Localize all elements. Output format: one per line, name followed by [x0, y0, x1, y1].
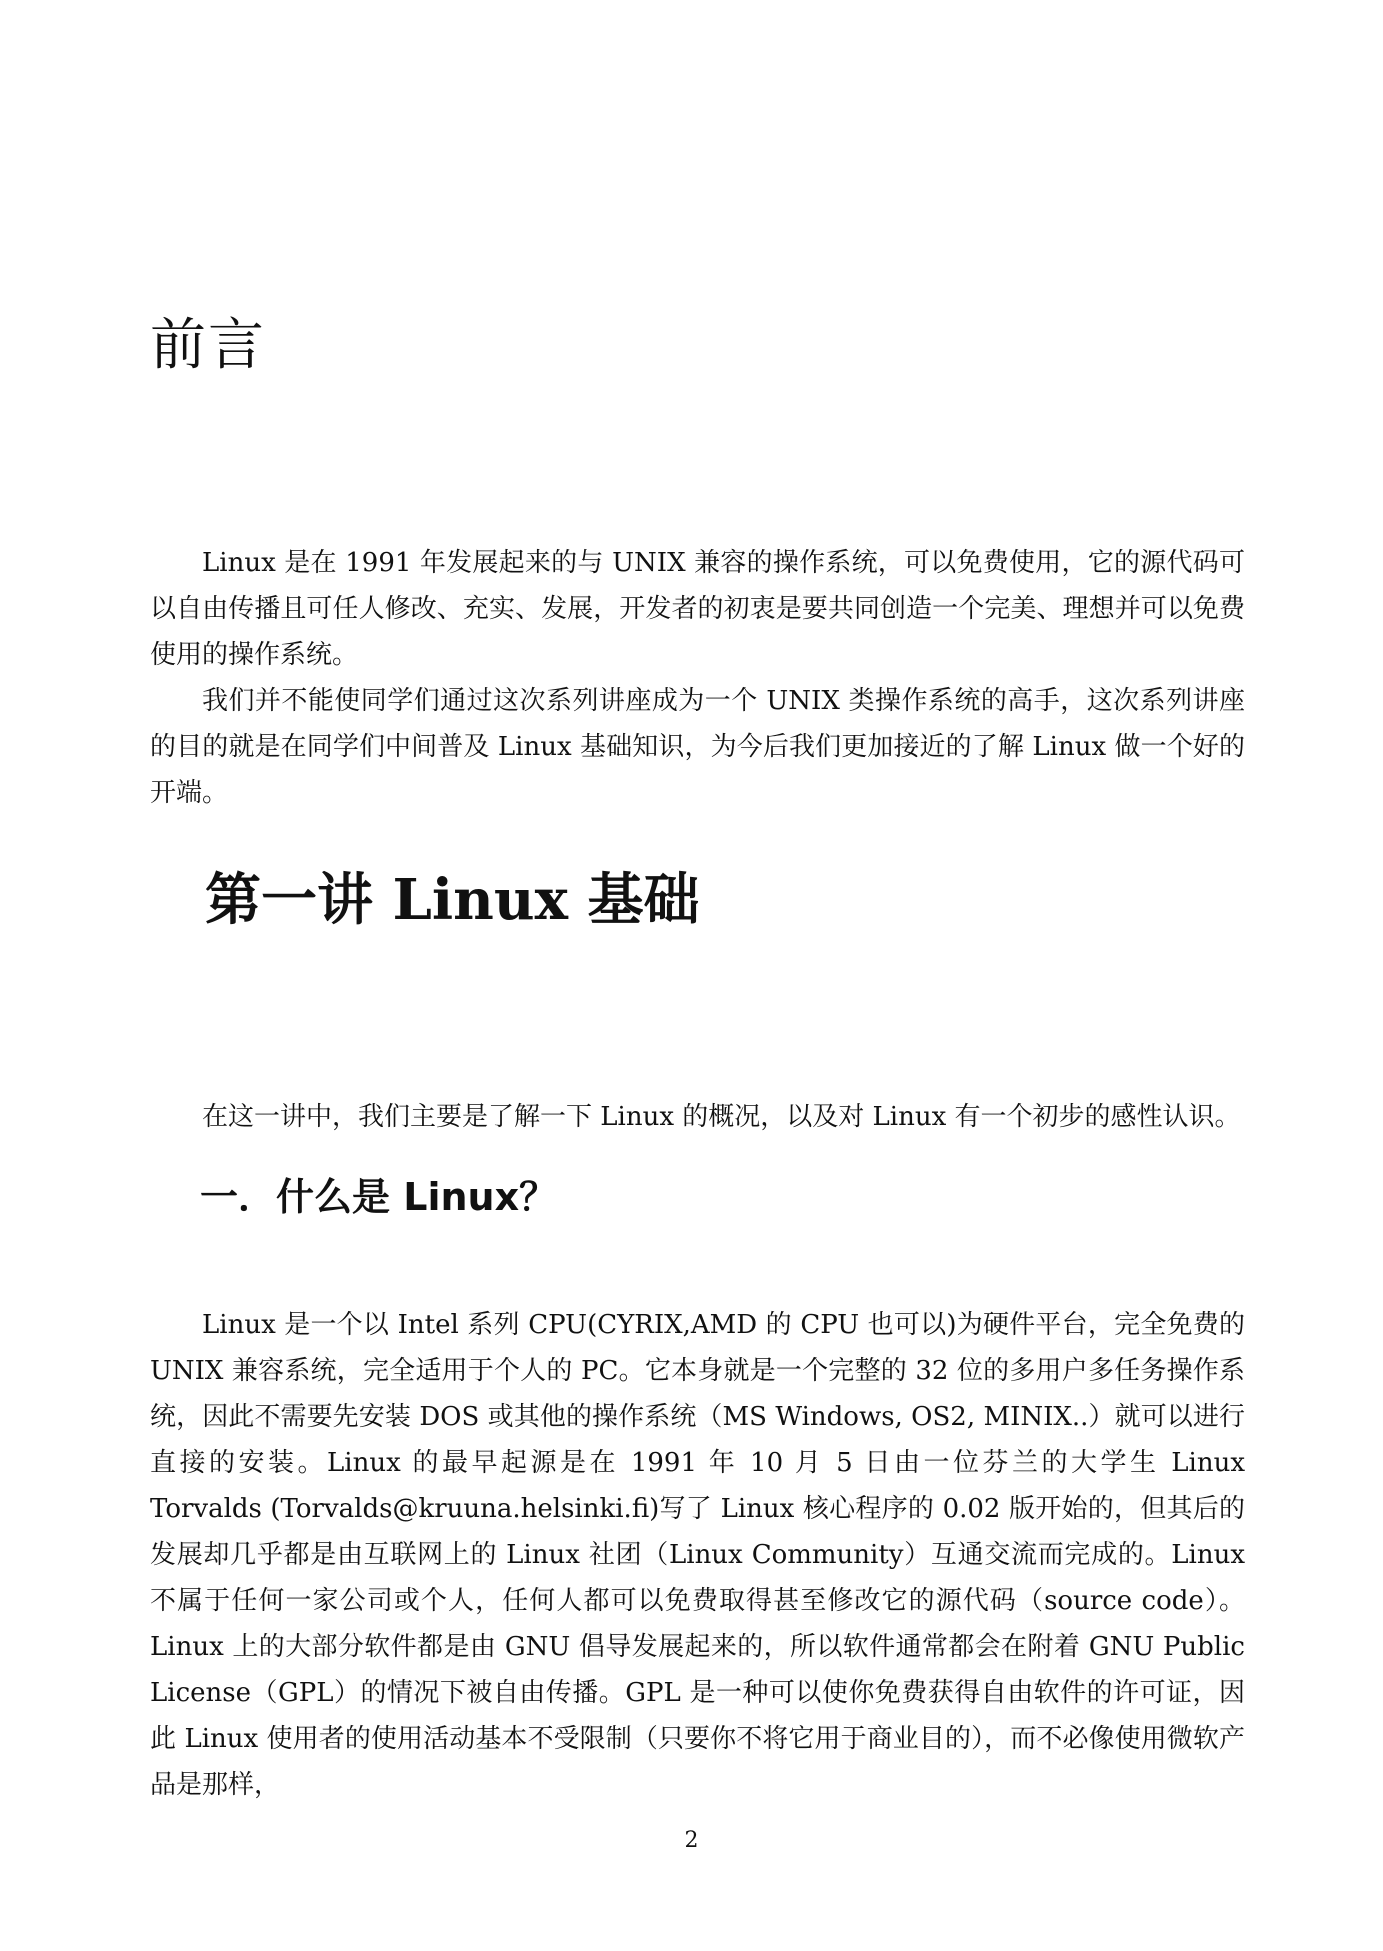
- lecture-title: 第一讲 Linux 基础: [205, 867, 700, 933]
- section-body-paragraph: Linux 是一个以 Intel 系列 CPU(CYRIX,AMD 的 CPU 也可以)为硬件平台，完全免费的 UNIX 兼容系统，完全适用于个人的 PC。它本身就是一个完整的 32 位的多用户多任务操作系统，因此不需要先安装 DOS 或其他的操作系统（MS Windows, OS2, MINIX..）就可以进行直接的安装。Linux 的最早起源是在 1991 年 10 月 5 日由一位芬兰的大学生 Linux Torvalds (Torvalds@kruuna.helsinki.fi)写了 Linux 核心程序的 0.02 版开始的，但其后的发展却几乎都是由互联网上的 Linux 社团（Linux Community）互通交流而完成的。Linux 不属于任何一家公司或个人，任何人都可以免费取得甚至修改它的源代码（source code）。Linux 上的大部分软件都是由 GNU 倡导发展起来的，所以软件通常都会在附着 GNU Public License（GPL）的情况下被自由传播。GPL 是一种可以使你免费获得自由软件的许可证，因此 Linux 使用者的使用活动基本不受限制（只要你不将它用于商业目的），而不必像使用微软产品是那样，: [150, 1310, 1245, 1800]
- section-heading-what-is-linux: 一．什么是 Linux？: [200, 1175, 558, 1219]
- preface-paragraph-1: Linux 是在 1991 年发展起来的与 UNIX 兼容的操作系统，可以免费使用，它的源代码可以自由传播且可任人修改、充实、发展，开发者的初衷是要共同创造一个完美、理想并可以免费使用的操作系统。: [150, 548, 1245, 670]
- preface-paragraph-2: 我们并不能使同学们通过这次系列讲座成为一个 UNIX 类操作系统的高手，这次系列讲座的目的就是在同学们中间普及 Linux 基础知识，为今后我们更加接近的了解 Linux 做一个好的开端。: [150, 686, 1245, 808]
- lecture-intro-paragraph: 在这一讲中，我们主要是了解一下 Linux 的概况，以及对 Linux 有一个初步的感性认识。: [202, 1102, 1241, 1132]
- section-body-block: [150, 1302, 1245, 1808]
- page-number: 2: [684, 1828, 699, 1853]
- preface-paragraph-1-block: [150, 540, 1245, 678]
- preface-title: 前言: [150, 313, 266, 378]
- preface-paragraph-2-block: [150, 678, 1245, 816]
- lecture-intro-block: [150, 1094, 1245, 1140]
